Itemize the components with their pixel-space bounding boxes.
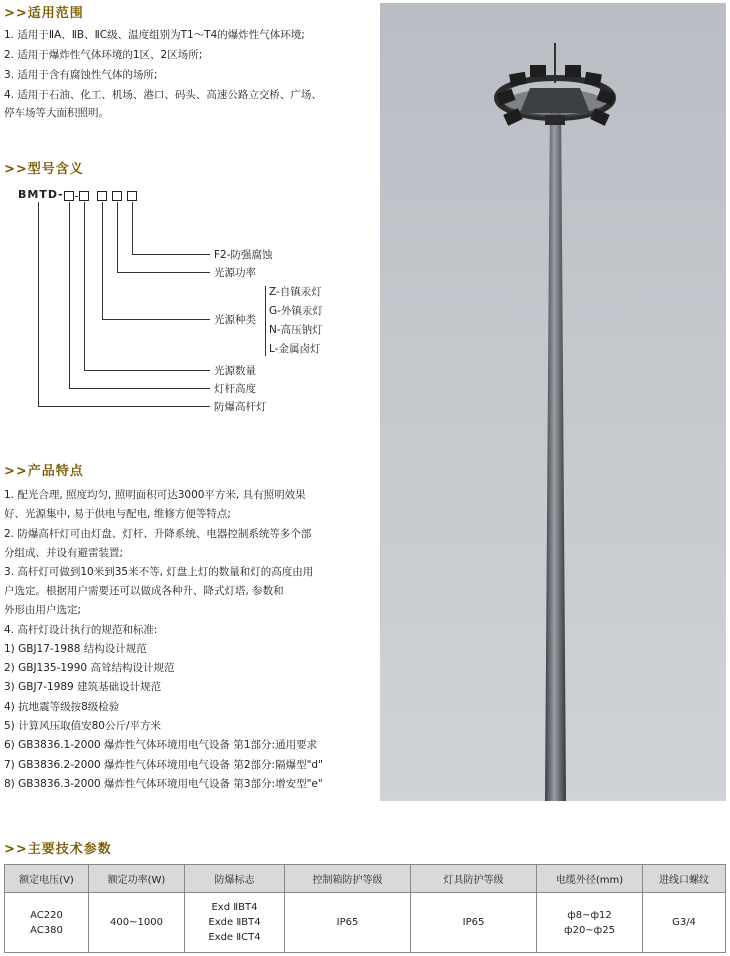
header-lamp-ip: 灯具防护等级: [411, 865, 537, 893]
model-code-diagram: [18, 188, 378, 428]
ex-mark-3: Exde ⅡCT4: [208, 932, 261, 943]
lead-lamp: [38, 202, 39, 406]
label-l: L-金属卤灯: [269, 343, 321, 355]
scope-line-4: 4. 适用于石油、化工、机场、港口、码头、高速公路立交桥、广场、: [4, 89, 322, 101]
feature-line-4: 分组成、并设有避雷装置;: [4, 547, 124, 559]
scope-line-5: 停车场等大面积照明。: [4, 107, 109, 119]
cell-ex-mark: [185, 893, 285, 953]
feature-line-7: 外形由用户选定;: [4, 604, 82, 616]
model-code: BMTD-: [18, 188, 64, 201]
header-cable: 电缆外径(mm): [537, 865, 643, 893]
lead-height: [69, 202, 70, 388]
type-bracket: [265, 286, 266, 356]
spec-table: [4, 864, 726, 953]
feature-line-6: 户选定。根据用户需要还可以做成各种升、降式灯塔, 参数和: [4, 585, 284, 597]
high-mast-lamp-photo: [380, 3, 726, 801]
voltage-220: AC220: [30, 909, 63, 921]
label-height: 灯杆高度: [214, 383, 256, 395]
scope-line-3: 3. 适用于含有腐蚀性气体的场所;: [4, 69, 158, 81]
code-box-f2: [127, 191, 137, 201]
feature-line-5: 3. 高杆灯可做到10米到35米不等, 灯盘上灯的数量和灯的高度由用: [4, 566, 314, 578]
model-title: >>型号含义: [4, 162, 84, 177]
feature-line-13: 5) 计算风压取值安80公斤/平方米: [4, 720, 162, 732]
feature-line-14: 6) GB3836.1-2000 爆炸性气体环境用电气设备 第1部分:通用要求: [4, 739, 318, 751]
table-row: [5, 893, 726, 953]
features-title: >>产品特点: [4, 464, 84, 479]
label-n: N-高压钠灯: [269, 324, 323, 336]
cable-range-1: ф8~ф12: [567, 909, 612, 921]
hline-qty: [84, 370, 210, 371]
table-header-row: [5, 865, 726, 893]
label-g: G-外镇汞灯: [269, 305, 323, 317]
hline-type: [102, 319, 210, 320]
feature-line-1: 1. 配光合理, 照度均匀, 照明面积可达3000平方米, 具有照明效果: [4, 489, 306, 501]
header-ex-mark: 防爆标志: [185, 865, 285, 893]
code-box-qty: [79, 191, 89, 201]
feature-line-12: 4) 抗地震等级按8级检验: [4, 701, 120, 713]
feature-line-2: 好、光源集中, 易于供电与配电, 维修方便等特点;: [4, 508, 231, 520]
lamp-pole-illustration: [380, 3, 726, 801]
feature-line-9: 1) GBJ17-1988 结构设计规范: [4, 643, 147, 655]
header-voltage: 额定电压(V): [5, 865, 89, 893]
code-box-height: [64, 191, 74, 201]
lead-power: [117, 202, 118, 272]
voltage-380: AC380: [30, 924, 63, 936]
cell-voltage: [5, 893, 89, 953]
feature-line-8: 4. 高杆灯设计执行的规范和标准:: [4, 624, 158, 636]
hline-lamp: [38, 406, 210, 407]
header-thread: 进线口螺纹: [643, 865, 726, 893]
label-type: 光源种类: [214, 314, 256, 326]
cell-cable: [537, 893, 643, 953]
ex-mark-1: Exd ⅡBT4: [211, 902, 258, 913]
code-box-type: [97, 191, 107, 201]
scope-line-2: 2. 适用于爆炸性气体环境的1区、2区场所;: [4, 49, 203, 61]
hline-power: [117, 272, 210, 273]
header-power: 额定功率(W): [89, 865, 185, 893]
header-box-ip: 控制箱防护等级: [285, 865, 411, 893]
code-slash: [75, 196, 78, 197]
cell-thread: G3/4: [643, 893, 726, 953]
feature-line-15: 7) GB3836.2-2000 爆炸性气体环境用电气设备 第2部分:隔爆型"d": [4, 759, 323, 771]
label-power: 光源功率: [214, 267, 256, 279]
feature-line-16: 8) GB3836.3-2000 爆炸性气体环境用电气设备 第3部分:增安型"e": [4, 778, 323, 790]
feature-line-10: 2) GBJ135-1990 高耸结构设计规范: [4, 662, 175, 674]
label-f2: F2-防强腐蚀: [214, 249, 273, 261]
ex-mark-2: Exde ⅡBT4: [208, 917, 261, 928]
cell-box-ip: IP65: [285, 893, 411, 953]
code-box-power: [112, 191, 122, 201]
params-title: >>主要技术参数: [4, 842, 112, 857]
cable-range-2: ф20~ф25: [564, 924, 615, 936]
hline-height: [69, 388, 210, 389]
feature-line-11: 3) GBJ7-1989 建筑基础设计规范: [4, 681, 162, 693]
label-lamp: 防爆高杆灯: [214, 401, 267, 413]
lead-type: [102, 202, 103, 319]
lead-qty: [84, 202, 85, 370]
scope-line-1: 1. 适用于ⅡA、ⅡB、ⅡC级、温度组别为T1～T4的爆炸性气体环境;: [4, 29, 305, 41]
feature-line-3: 2. 防爆高杆灯可由灯盘、灯杆、升降系统、电器控制系统等多个部: [4, 528, 312, 540]
scope-title: >>适用范围: [4, 6, 84, 21]
cell-power: 400~1000: [89, 893, 185, 953]
hline-f2: [132, 254, 210, 255]
label-z: Z-自镇汞灯: [269, 286, 322, 298]
cell-lamp-ip: IP65: [411, 893, 537, 953]
label-qty: 光源数量: [214, 365, 256, 377]
lead-f2: [132, 202, 133, 254]
